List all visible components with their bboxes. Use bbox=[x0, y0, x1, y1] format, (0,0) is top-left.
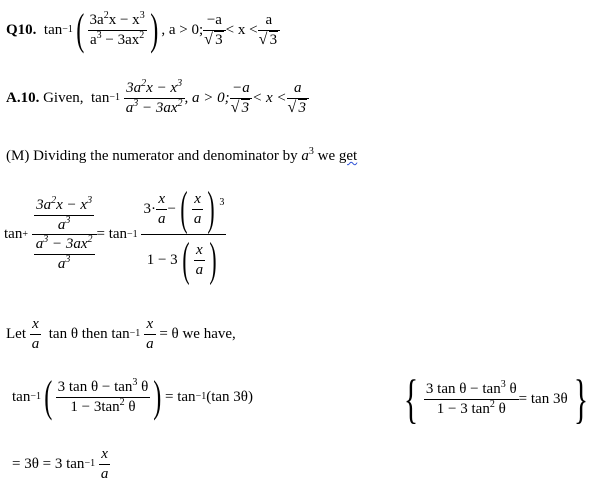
condition-text: , a > 0; bbox=[161, 21, 204, 38]
question-line: Q10. tan −1 ( $\frac{3a^2x - x^3}{a^3 - 3ax^2}$ ) , a > 0; −a √ 3 < x < a √ 3 bbox=[6, 8, 280, 52]
upper-bound-fraction: a √ 3 bbox=[258, 12, 281, 48]
fraction-numerator: $3a^2x - x^3$ bbox=[88, 12, 147, 31]
fraction-denominator: $a^3 - 3ax^2$ bbox=[89, 29, 145, 48]
compound-fraction: $\frac{\frac{3a^2x - x^3}{a^3}}{\frac{a^3 - 3ax^2}{a^3}}$ bbox=[32, 197, 97, 272]
step2-equation: tan −1 ( $\frac{3 \tan \theta - \tan^3 \theta}{1 - 3\tan^2 \theta}$ ) = tan −1 (tan 3θ) bbox=[12, 372, 253, 421]
reduced-fraction: 3· $\frac{x}{a}$ − ( $\frac{x}{a}$ ) $^3$ 1 − 3 ( $\frac{x}{a}$ ) bbox=[143, 182, 225, 286]
lower-bound-fraction: −a √ 3 bbox=[203, 12, 226, 48]
let-line: Let $\frac{x}{a}$ tan θ then tan −1 $\frac{x}{a}$ = θ we have, bbox=[6, 316, 236, 352]
tan-text: tan bbox=[43, 21, 63, 38]
left-paren: ( bbox=[76, 5, 85, 54]
question-fraction bbox=[88, 12, 147, 48]
identity-note: { $\frac{3 \tan \theta - \tan^3 \theta}{1 - 3 \tan^2 \theta}$ = tan 3θ } bbox=[403, 369, 588, 429]
final-line: = 3θ = 3 tan −1 $\frac{x}{a}$ bbox=[12, 446, 109, 482]
spellcheck-word: get bbox=[338, 148, 358, 164]
inequality-text: < x < bbox=[225, 21, 258, 38]
answer-fraction: $\frac{3a^2x - x^3}{a^3 - 3ax^2}$ bbox=[125, 78, 183, 116]
right-paren: ) bbox=[149, 5, 159, 54]
method-line: (M) Dividing the numerator and denominator by $a^3$ we get bbox=[6, 146, 358, 164]
answer-line: A.10. Given, tan −1 $\frac{3a^2x - x^3}{a^3 - 3ax^2}$ , a > 0; −a √ 3 < x < a √ 3 bbox=[6, 80, 309, 116]
given-text: Given, bbox=[43, 89, 84, 106]
step1-equation: tan + $\frac{\frac{3a^2x - x^3}{a^3}}{\frac{a^3 - 3ax^2}{a^3}}$ = tan −1 3· $\frac{x}{a}$ − ( $\frac{x}{a}$ ) $^3$ 1 − 3 ( $\frac{x}{a}$ ) bbox=[4, 182, 225, 286]
question-label: Q10. bbox=[6, 21, 37, 38]
answer-label: A.10. bbox=[6, 89, 40, 106]
